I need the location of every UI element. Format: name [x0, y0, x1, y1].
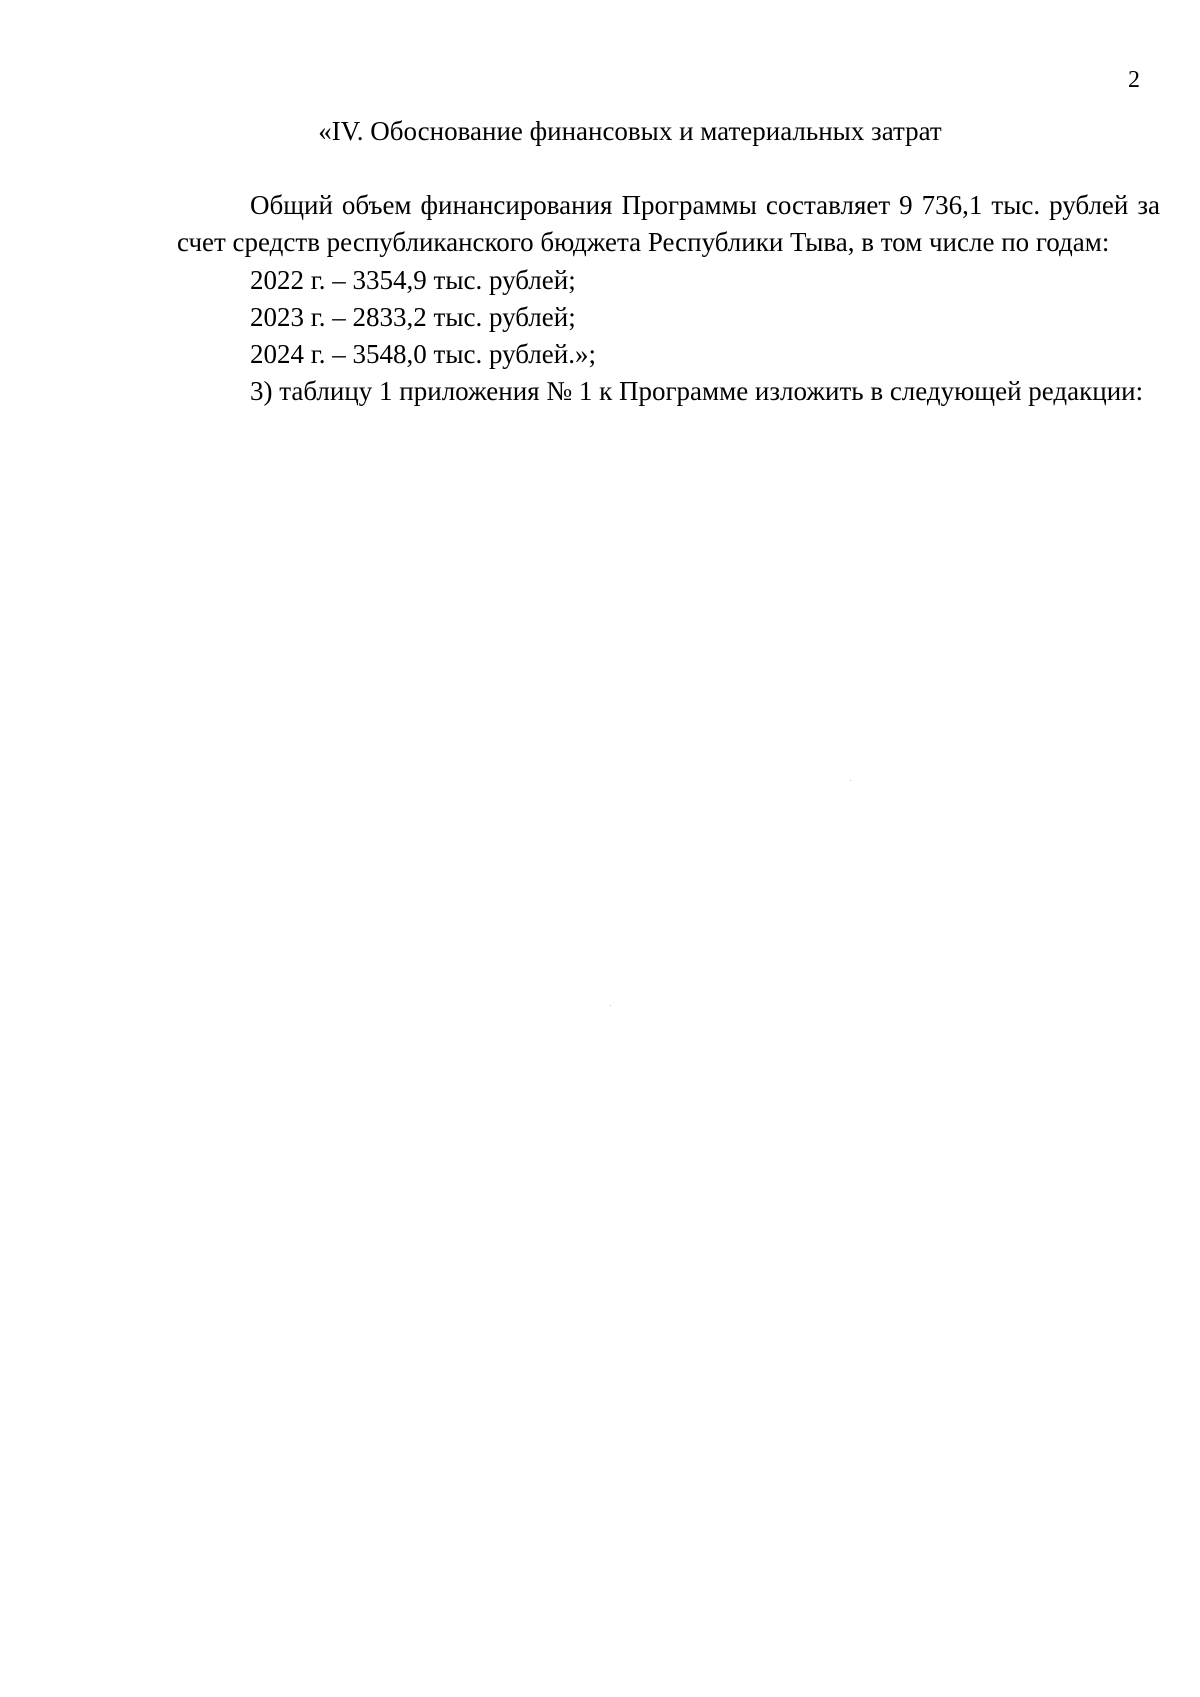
scan-speck	[850, 780, 851, 781]
funding-2022-line: 2022 г. – 3354,9 тыс. рублей;	[250, 264, 576, 295]
table-instruction-paragraph: 3) таблицу 1 приложения № 1 к Программе изложить в следующей редакции:	[250, 376, 1144, 407]
funding-total-paragraph: Общий объем финансирования Программы составляет 9 736,1 тыс. рублей за счет средств республиканского бюджета Республики Тыва, в том числе по годам:	[177, 190, 1160, 258]
document-body	[177, 187, 1160, 411]
scan-speck	[610, 1005, 611, 1006]
section-title: «IV. Обоснование финансовых и материальных затрат	[318, 116, 942, 146]
funding-2023-line: 2023 г. – 2833,2 тыс. рублей;	[250, 301, 576, 332]
page-number: 2	[1128, 67, 1140, 93]
funding-2024-line: 2024 г. – 3548,0 тыс. рублей.»;	[250, 339, 596, 370]
